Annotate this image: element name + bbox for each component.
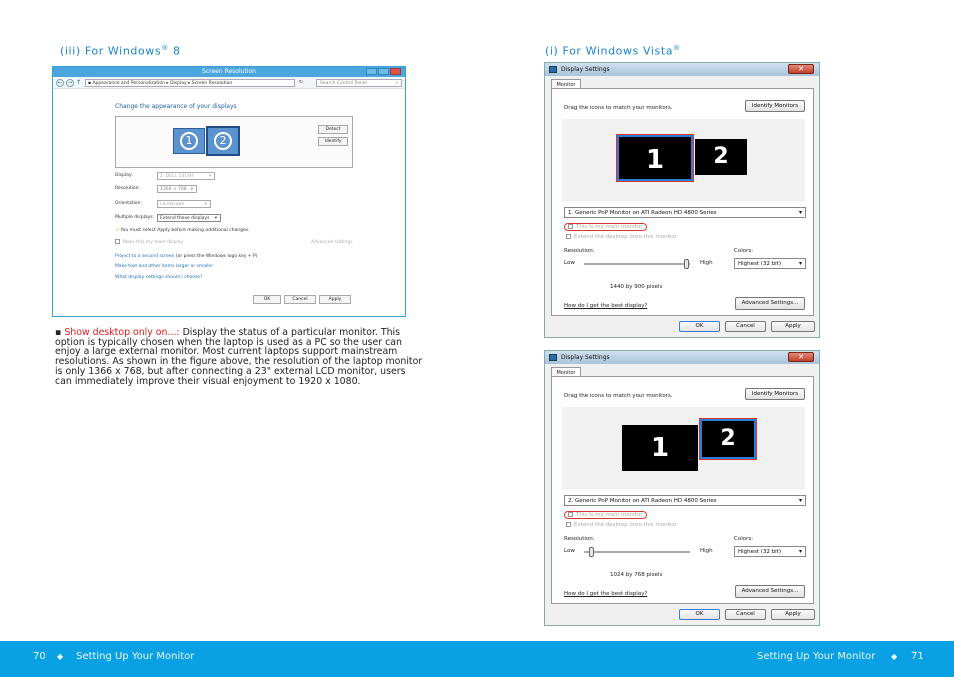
close-button[interactable] <box>390 68 401 75</box>
warning-icon: ⚠ <box>115 228 120 233</box>
main-monitor-checkbox[interactable]: This is my main monitor <box>564 223 647 231</box>
monitor-1-icon[interactable]: 1 <box>622 425 698 471</box>
minimize-button[interactable] <box>366 68 377 75</box>
advanced-settings-button[interactable]: Advanced Settings... <box>735 585 805 598</box>
vista-display-settings-2 <box>544 350 820 626</box>
resolution-label: Resolution: <box>564 536 595 542</box>
text-size-link[interactable]: Make text and other items larger or smaller <box>115 264 214 269</box>
apply-button[interactable]: Apply <box>771 321 815 332</box>
monitor-arrangement <box>562 407 805 489</box>
back-icon[interactable]: ← <box>57 80 63 86</box>
ok-button[interactable]: OK <box>679 321 720 332</box>
detect-button[interactable]: Detect <box>318 125 348 134</box>
colors-select[interactable]: Highest (32 bit) ▾ <box>734 546 806 557</box>
extend-desktop-checkbox[interactable]: Extend the desktop onto this monitor <box>566 234 677 240</box>
monitor-2-icon[interactable]: 2 <box>700 419 756 459</box>
search-icon: ⌕ <box>395 81 398 86</box>
colors-select[interactable]: Highest (32 bit) ▾ <box>734 258 806 269</box>
multiple-displays-select[interactable]: Extend these displays ▾ <box>157 214 221 222</box>
low-label: Low <box>564 548 575 554</box>
vista-display-settings-1 <box>544 62 820 338</box>
drag-instruction: Drag the icons to match your monitors. <box>564 393 673 399</box>
resolution-slider-track[interactable] <box>584 551 690 553</box>
maximize-button[interactable] <box>378 68 389 75</box>
monitor-1-icon[interactable]: 1 <box>617 135 693 181</box>
diamond-icon: ◆ <box>57 652 64 661</box>
pixels-readout: 1024 by 768 pixels <box>610 572 663 578</box>
ok-button[interactable]: OK <box>679 609 720 620</box>
left-heading: (iii) For Windows® 8 <box>60 44 181 58</box>
multiple-displays-label: Multiple displays: <box>115 215 155 220</box>
breadcrumb[interactable]: ▪ Appearance and Personalization ▸ Display ▸ Screen Resolution <box>85 79 295 87</box>
left-page-number: 70 <box>33 651 46 662</box>
resolution-select[interactable]: 1366 × 768 ▾ <box>157 185 197 193</box>
close-button[interactable]: ✕ <box>788 64 814 74</box>
win8-screen-resolution-window <box>52 66 406 317</box>
help-link[interactable]: How do I get the best display? <box>564 303 648 309</box>
resolution-label: Resolution: <box>115 186 141 191</box>
warning-message: ⚠ You must select Apply before making additional changes. <box>115 228 250 233</box>
resolution-slider-thumb[interactable] <box>684 259 689 269</box>
refresh-icon[interactable]: ↻ <box>299 80 303 85</box>
orientation-select[interactable]: Landscape ▾ <box>157 200 211 208</box>
cancel-button[interactable]: Cancel <box>725 609 766 620</box>
high-label: High <box>700 260 713 266</box>
cancel-button[interactable]: Cancel <box>725 321 766 332</box>
window-title: Display Settings <box>561 354 610 361</box>
colors-label: Colors: <box>734 536 754 542</box>
bullet-paragraph: ▪ Show desktop only on...: Display the status of a particular monitor. This option is typically chosen when the laptop is used as a PC so the user can enjoy a large external monitor. Most current laptops support mainstream resolutions. As shown in the figure above, the resolution of the laptop monitor is only 1366 x 768, but after connecting a 23" external LCD monitor, users can immediately improve their visual enjoyment to 1920 x 1080. <box>55 327 423 387</box>
resolution-slider-thumb[interactable] <box>589 547 594 557</box>
display-icon <box>549 66 557 73</box>
right-heading: (i) For Windows Vista® <box>545 44 681 58</box>
title-bar <box>53 67 405 77</box>
page-footer <box>0 641 954 677</box>
page-title: Change the appearance of your displays <box>115 103 237 110</box>
main-monitor-checkbox[interactable]: This is my main monitor <box>564 511 647 519</box>
colors-label: Colors: <box>734 248 754 254</box>
tab-monitor[interactable]: Monitor <box>551 367 581 377</box>
resolution-slider-track[interactable] <box>584 263 690 265</box>
identify-monitors-button[interactable]: Identify Monitors <box>745 100 805 112</box>
apply-button[interactable]: Apply <box>771 609 815 620</box>
pixels-readout: 1440 by 900 pixels <box>610 284 663 290</box>
main-display-checkbox[interactable]: Make this my main display <box>115 239 183 246</box>
forward-icon[interactable]: → <box>67 80 73 86</box>
monitor-1-icon[interactable]: 1 <box>173 128 205 154</box>
advanced-settings-link[interactable]: Advanced settings <box>311 240 353 245</box>
up-icon[interactable]: ↑ <box>76 79 82 86</box>
monitor-2-icon[interactable]: 2 <box>206 126 240 156</box>
high-label: High <box>700 548 713 554</box>
diamond-icon: ◆ <box>891 652 898 661</box>
display-arrangement <box>115 116 353 168</box>
right-page-number: 71 <box>911 651 924 662</box>
cancel-button[interactable]: Cancel <box>284 295 316 304</box>
monitor-select[interactable]: 1. Generic PnP Monitor on ATI Radeon HD 4800 Series ▾ <box>564 207 806 218</box>
drag-instruction: Drag the icons to match your monitors. <box>564 105 673 111</box>
extend-desktop-checkbox[interactable]: Extend the desktop onto this monitor <box>566 522 677 528</box>
apply-button[interactable]: Apply <box>319 295 351 304</box>
help-link[interactable]: How do I get the best display? <box>564 591 648 597</box>
window-title: Display Settings <box>561 66 610 73</box>
identify-button[interactable]: Identify <box>318 137 348 146</box>
address-bar <box>53 78 405 89</box>
tab-monitor[interactable]: Monitor <box>551 79 581 89</box>
monitor-2-icon[interactable]: 2 <box>695 139 747 175</box>
search-input[interactable]: Search Control Panel ⌕ <box>316 79 402 87</box>
display-label: Display: <box>115 173 133 178</box>
display-select[interactable]: 2. DELL 2314H ▾ <box>157 172 215 180</box>
left-footer-title: Setting Up Your Monitor <box>76 651 195 662</box>
low-label: Low <box>564 260 575 266</box>
close-button[interactable]: ✕ <box>788 352 814 362</box>
ok-button[interactable]: OK <box>253 295 281 304</box>
display-icon <box>549 354 557 361</box>
monitor-arrangement <box>562 119 805 201</box>
window-title: Screen Resolution <box>202 68 256 75</box>
orientation-label: Orientation: <box>115 201 142 206</box>
right-footer-title: Setting Up Your Monitor <box>757 651 876 662</box>
display-help-link[interactable]: What display settings should I choose? <box>115 275 203 280</box>
resolution-label: Resolution: <box>564 248 595 254</box>
identify-monitors-button[interactable]: Identify Monitors <box>745 388 805 400</box>
advanced-settings-button[interactable]: Advanced Settings... <box>735 297 805 310</box>
project-link[interactable]: Project to a second screen (or press the Windows logo key + P) <box>115 254 258 259</box>
monitor-select[interactable]: 2. Generic PnP Monitor on ATI Radeon HD 4800 Series ▾ <box>564 495 806 506</box>
